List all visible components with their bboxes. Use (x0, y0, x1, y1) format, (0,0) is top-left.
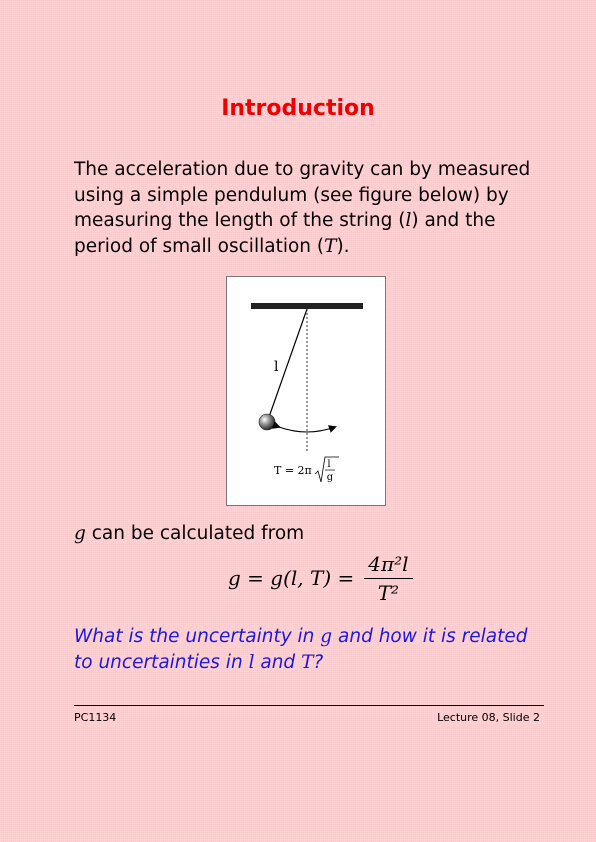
period-formula-denominator: g (326, 472, 334, 483)
pendulum-figure (226, 276, 386, 506)
intro-var-t: T (324, 235, 337, 257)
pendulum-bob (259, 414, 275, 430)
formula-denominator: T² (377, 580, 400, 605)
footer-divider (74, 705, 544, 706)
calc-var-g: g (74, 523, 86, 544)
calc-text: can be calculated from (85, 523, 305, 544)
question-var-l: l (248, 651, 255, 673)
pendulum-diagram (227, 277, 385, 505)
intro-paragraph (74, 157, 544, 259)
period-formula-prefix: T = 2π (274, 464, 312, 477)
question-var-t: T (301, 651, 314, 673)
question-text-b: and how it is related to uncertainties in (74, 626, 528, 673)
ceiling-support (251, 303, 363, 309)
intro-text-a: The acceleration due to gravity can by measured using a simple pendulum (see figure below) by measuring the length of the string ( (74, 159, 531, 231)
question-text-a: What is the uncertainty in (74, 626, 321, 647)
question-text-c: and (254, 651, 302, 673)
formula-lhs: g = g(l, T) = (228, 566, 355, 590)
question-var-g: g (320, 626, 333, 647)
slide-title: Introduction (221, 96, 375, 121)
gravity-formula (228, 553, 413, 603)
calc-line (74, 523, 304, 544)
formula-fraction (364, 552, 412, 605)
string-length-label: l (274, 359, 279, 375)
intro-text-b: ) and the period of small oscillation ( (74, 210, 496, 257)
period-formula-numerator: l (327, 459, 331, 470)
intro-text-c: ). (336, 235, 350, 257)
formula-numerator: 4π²l (364, 552, 412, 579)
course-code: PC1134 (74, 711, 117, 724)
question-text (74, 624, 544, 675)
question-text-d: ? (313, 651, 324, 673)
intro-var-l: l (405, 210, 412, 231)
slide-number: Lecture 08, Slide 2 (437, 711, 540, 724)
